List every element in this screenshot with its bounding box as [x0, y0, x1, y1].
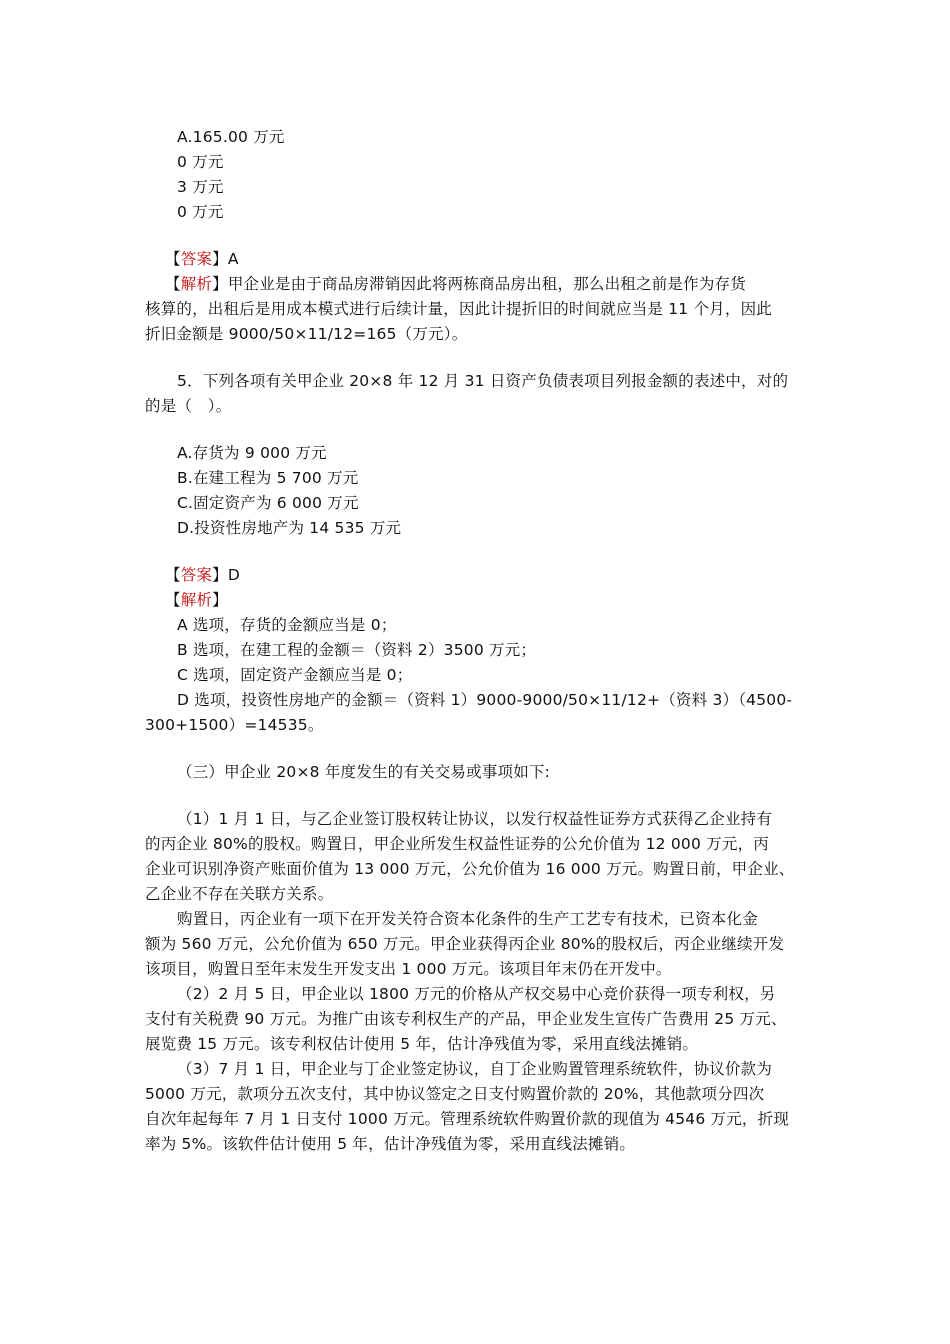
- paragraph-line: 自次年起每年 7 月 1 日支付 1000 万元。管理系统软件购置价款的现值为 4546 万元，折现: [145, 1110, 790, 1128]
- analysis-line: [165, 588, 228, 612]
- answer-line: [165, 563, 240, 587]
- paragraph-line: 乙企业不存在关联方关系。: [145, 885, 334, 903]
- answer-value: D: [227, 566, 240, 584]
- analysis-text: C 选项，固定资产金额应当是 0；: [177, 666, 413, 684]
- analysis-tag: 解析: [180, 275, 213, 293]
- answer-line: [165, 247, 239, 271]
- option-c: C.固定资产为 6 000 万元: [177, 494, 359, 512]
- paragraph-line: 5000 万元，款项分五次支付，其中协议签定之日支付购置价款的 20%，其他款项分四次: [145, 1085, 765, 1103]
- question-text: 的是（ ）。: [145, 397, 232, 415]
- option-a: A.存货为 9 000 万元: [177, 444, 327, 462]
- paragraph-line: 购置日，丙企业有一项下在开发关符合资本化条件的生产工艺专有技术，已资本化金: [177, 910, 758, 928]
- option-d: D.投资性房地产为 14 535 万元: [177, 519, 402, 537]
- analysis-tag-open: 【: [165, 591, 181, 609]
- analysis-text: D 选项，投资性房地产的金额＝（资料 1）9000-9000/50×11/12+（资料 3）（4500-: [177, 691, 793, 709]
- option-b: 0 万元: [177, 153, 224, 171]
- analysis-text: B 选项，在建工程的金额＝（资料 2）3500 万元；: [177, 641, 537, 659]
- answer-value: A: [227, 250, 239, 268]
- paragraph-line: 额为 560 万元，公允价值为 650 万元。甲企业获得丙企业 80%的股权后，丙企业继续开发: [145, 935, 785, 953]
- analysis-text: 甲企业是由于商品房滞销因此将两栋商品房出租，那么出租之前是作为存货: [227, 275, 746, 293]
- answer-tag: 答案: [180, 566, 213, 584]
- paragraph-line: （1）1 月 1 日，与乙企业签订股权转让协议，以发行权益性证券方式获得乙企业持有: [177, 810, 773, 828]
- answer-tag-open: 【: [165, 250, 181, 268]
- option-d: 0 万元: [177, 203, 224, 221]
- section-heading: （三）甲企业 20×8 年度发生的有关交易或事项如下:: [177, 763, 551, 781]
- analysis-tag-open: 【: [165, 275, 181, 293]
- paragraph-line: 支付有关税费 90 万元。为推广由该专利权生产的产品，甲企业发生宣传广告费用 25 万元、: [145, 1010, 787, 1028]
- analysis-text: A 选项，存货的金额应当是 0；: [177, 616, 397, 634]
- option-a: A.165.00 万元: [177, 128, 285, 146]
- answer-tag: 答案: [180, 250, 213, 268]
- question-text: 5．下列各项有关甲企业 20×8 年 12 月 31 日资产负债表项目列报金额的表述中，对的: [177, 372, 789, 390]
- paragraph-line: 展览费 15 万元。该专利权估计使用 5 年，估计净残值为零，采用直线法摊销。: [145, 1035, 699, 1053]
- analysis-tag: 解析: [180, 591, 213, 609]
- analysis-text: 折旧金额是 9000/50×11/12=165（万元）。: [145, 325, 468, 343]
- answer-tag-open: 【: [165, 566, 181, 584]
- answer-tag-close: 】: [212, 566, 228, 584]
- analysis-tag-close: 】: [212, 275, 228, 293]
- paragraph-line: （3）7 月 1 日，甲企业与丁企业签定协议，自丁企业购置管理系统软件，协议价款为: [177, 1060, 773, 1078]
- analysis-text: 300+1500）=14535。: [145, 716, 324, 734]
- option-c: 3 万元: [177, 178, 224, 196]
- option-b: B.在建工程为 5 700 万元: [177, 469, 359, 487]
- paragraph-line: 的丙企业 80%的股权。购置日，甲企业所发生权益性证券的公允价值为 12 000 万元，丙: [145, 835, 769, 853]
- analysis-tag-close: 】: [212, 591, 228, 609]
- paragraph-line: 率为 5%。该软件估计使用 5 年，估计净残值为零，采用直线法摊销。: [145, 1135, 636, 1153]
- paragraph-line: 企业可识别净资产账面价值为 13 000 万元，公允价值为 16 000 万元。购置日前，甲企业、: [145, 860, 795, 878]
- analysis-line: [165, 272, 746, 296]
- paragraph-line: 该项目，购置日至年末发生开发支出 1 000 万元。该项目年末仍在开发中。: [145, 960, 672, 978]
- answer-tag-close: 】: [212, 250, 228, 268]
- paragraph-line: （2）2 月 5 日，甲企业以 1800 万元的价格从产权交易中心竞价获得一项专利权，另: [177, 985, 776, 1003]
- analysis-text: 核算的，出租后是用成本模式进行后续计量，因此计提折旧的时间就应当是 11 个月，因此: [145, 300, 772, 318]
